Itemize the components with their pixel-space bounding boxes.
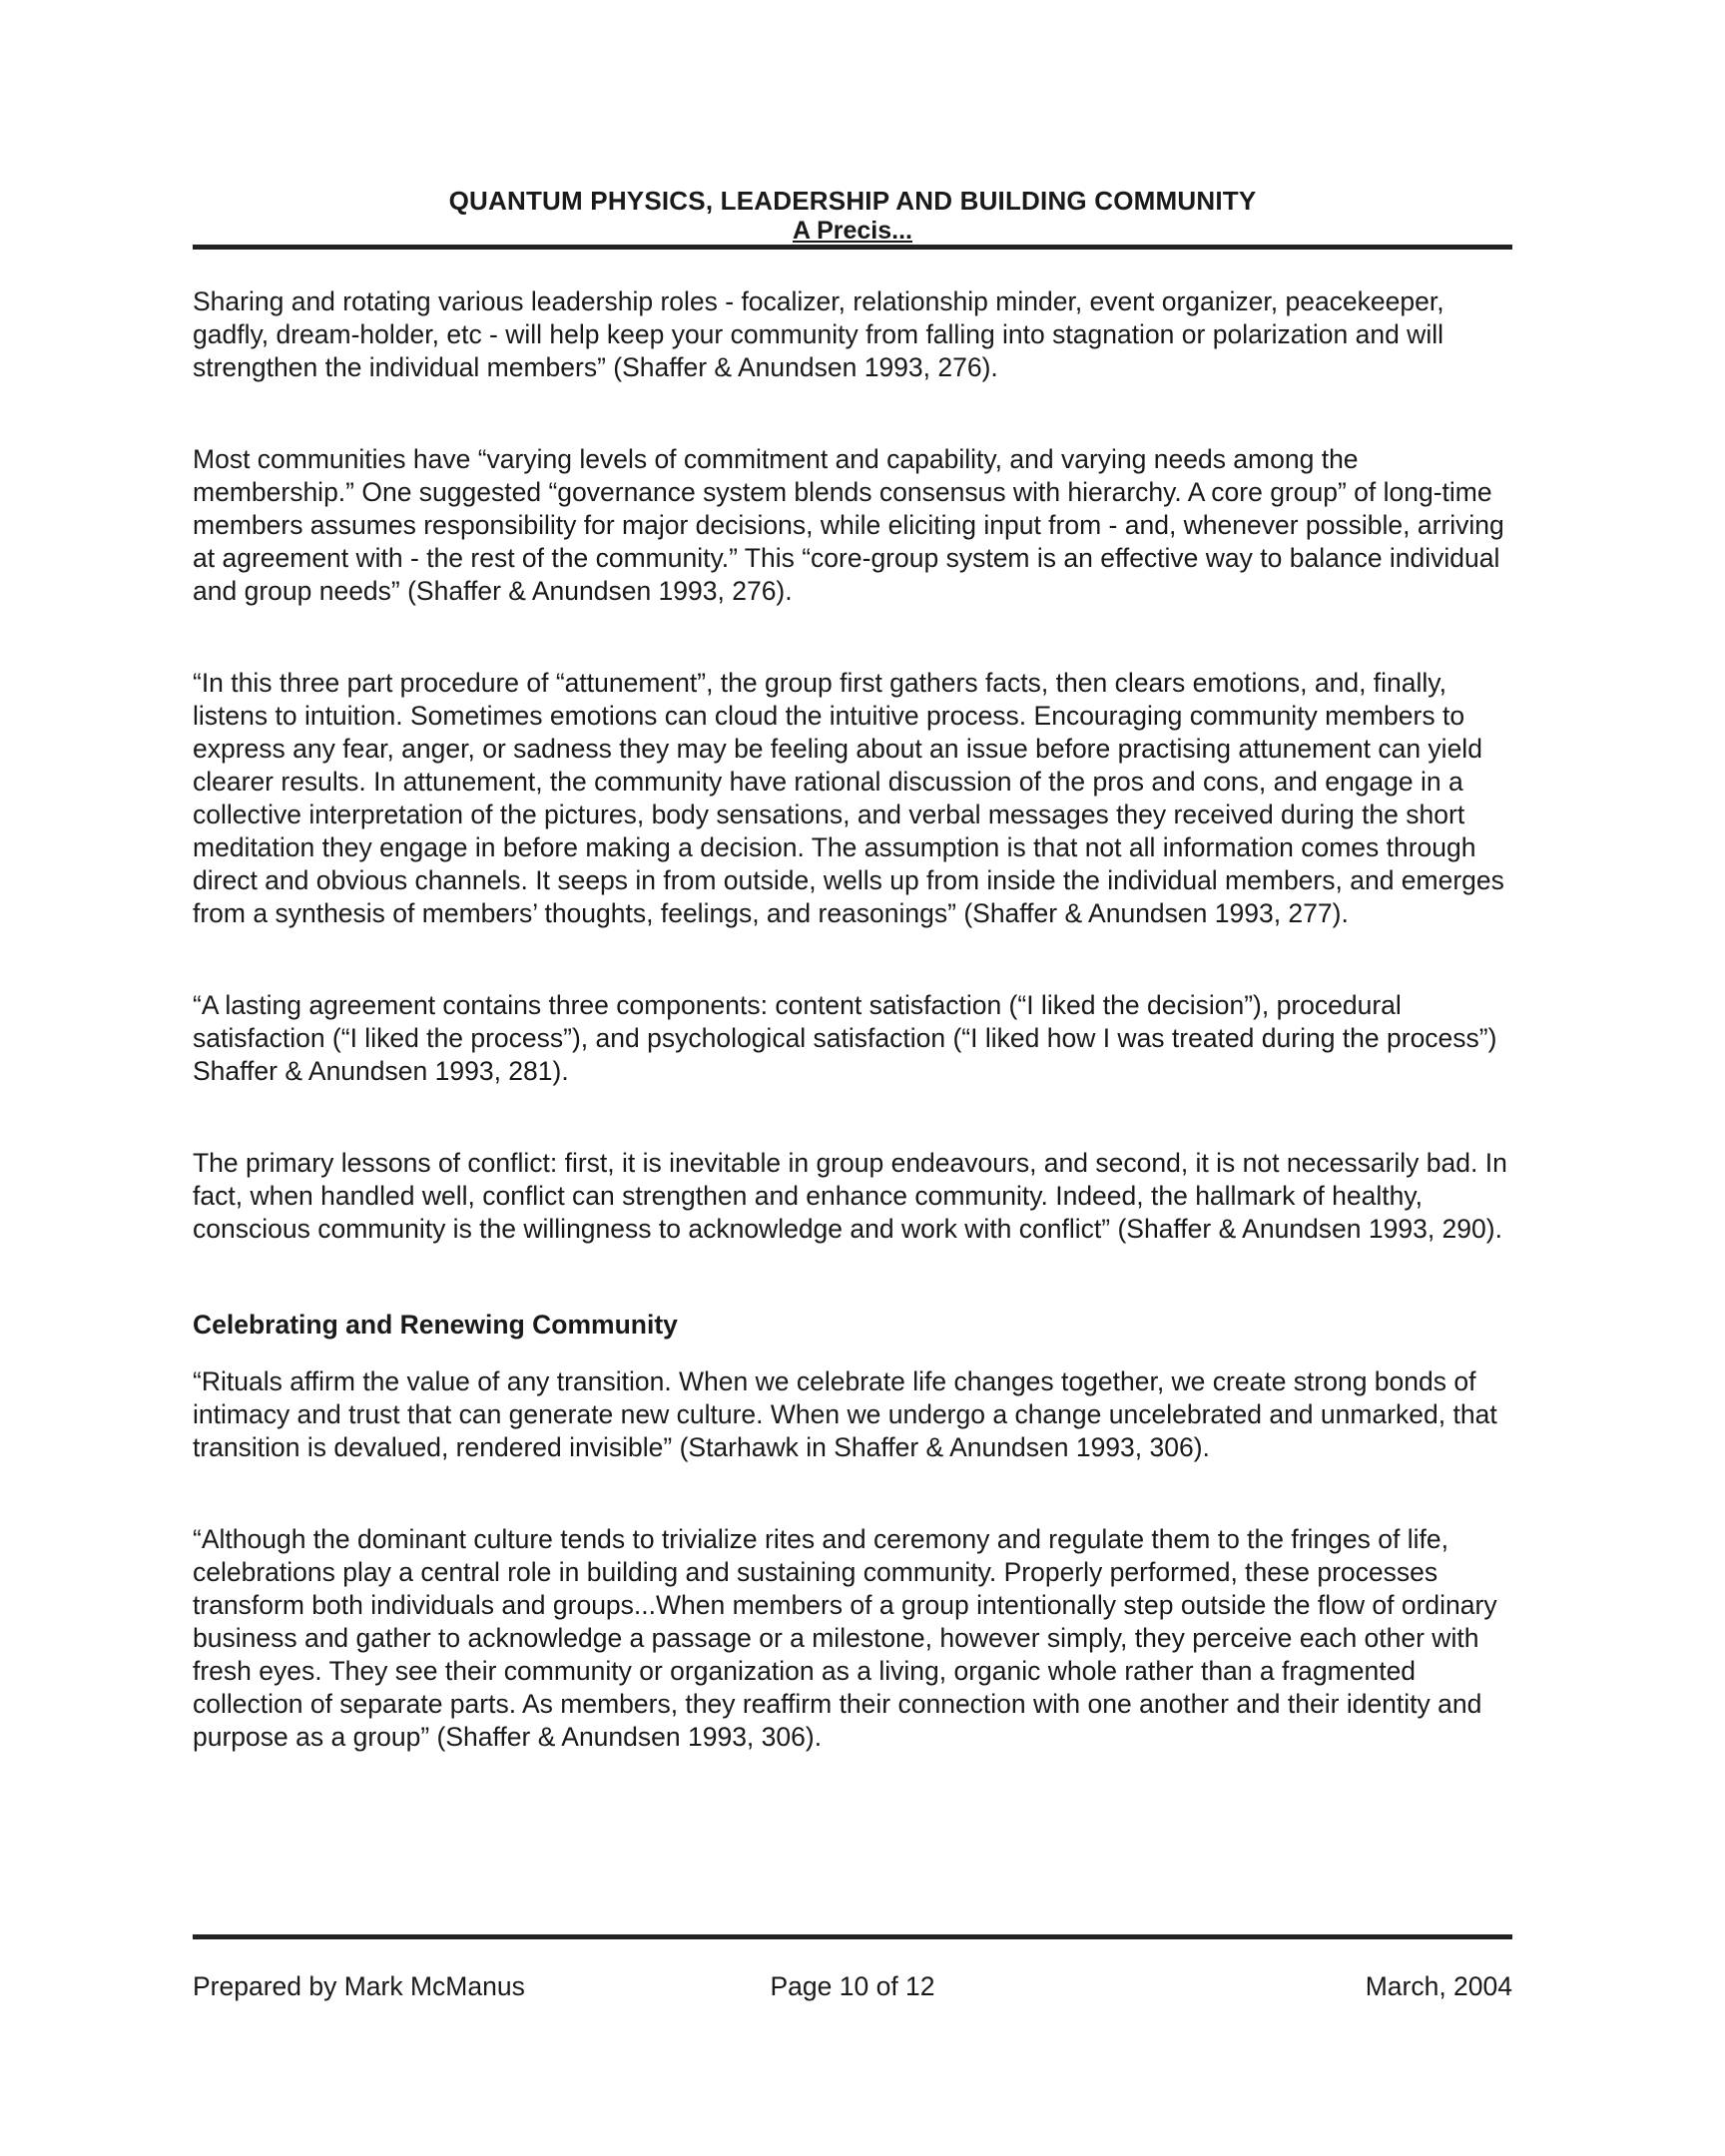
paragraph-celebrations: “Although the dominant culture tends to trivialize rites and ceremony and regulate them to the fringes of life, celebrations play a central role in building and sustaining community. Properly performed, these processes transform both individuals and groups...When members of a group intentionally step outside the flow of ordinary business and gather to acknowledge a passage or a milestone, however simply, they perceive each other with fresh eyes. They see their community or organization as a living, organic whole rather than a fragmented collection of separate parts. As members, they reaffirm their connection with one another and their identity and purpose as a group” (Shaffer & Anundsen 1993, 306).	[193, 1524, 1497, 1752]
paragraph-leadership-roles: Sharing and rotating various leadership roles - focalizer, relationship minder, event organizer, peacekeeper, gadfly, dream-holder, etc - will help keep your community from falling into stagnation or polarization and will strengthen the individual members” (Shaffer & Anundsen 1993, 276).	[193, 286, 1444, 382]
footer-page-number: Page 10 of 12	[770, 1971, 935, 2001]
page-header	[193, 185, 1512, 245]
section-heading: Celebrating and Renewing Community	[193, 1310, 678, 1340]
footer-rule	[193, 1934, 1512, 1939]
footer-date: March, 2004	[1365, 1971, 1513, 2001]
footer-author: Prepared by Mark McManus	[193, 1971, 525, 2001]
document-subtitle: A Precis...	[793, 217, 912, 245]
document-title: QUANTUM PHYSICS, LEADERSHIP AND BUILDING COMMUNITY	[448, 186, 1257, 216]
paragraph-rituals: “Rituals affirm the value of any transition. When we celebrate life changes together, we create strong bonds of intimacy and trust that can generate new culture. When we undergo a change uncelebrated and unmarked, that transition is devalued, rendered invisible” (Starhawk in Shaffer & Anundsen 1993, 306).	[193, 1366, 1497, 1462]
paragraph-conflict: The primary lessons of conflict: first, it is inevitable in group endeavours, and second, it is not necessarily bad. In fact, when handled well, conflict can strengthen and enhance community. Indeed, the hallmark of healthy, conscious community is the willingness to acknowledge and work with conflict” (Shaffer & Anundsen 1993, 290).	[193, 1148, 1507, 1244]
document-page	[193, 185, 1512, 1754]
paragraph-lasting-agreement: “A lasting agreement contains three components: content satisfaction (“I liked the decision”), procedural satisfaction (“I liked the process”), and psychological satisfaction (“I liked how I was treated during the process”) Shaffer & Anundsen 1993, 281).	[193, 990, 1497, 1086]
header-rule	[193, 245, 1512, 250]
page-footer	[193, 1970, 1512, 2002]
paragraph-governance: Most communities have “varying levels of commitment and capability, and varying needs among the membership.” One suggested “governance system blends consensus with hierarchy. A core group” of long-time members assumes responsibility for major decisions, while eliciting input from - and, whenever possible, arriving at agreement with - the rest of the community.” This “core-group system is an effective way to balance individual and group needs” (Shaffer & Anundsen 1993, 276).	[193, 444, 1504, 606]
paragraph-attunement: “In this three part procedure of “attunement”, the group first gathers facts, then clears emotions, and, finally, listens to intuition. Sometimes emotions can cloud the intuitive process. Encouraging community members to express any fear, anger, or sadness they may be feeling about an issue before practising attunement can yield clearer results. In attunement, the community have rational discussion of the pros and cons, and engage in a collective interpretation of the pictures, body sensations, and verbal messages they received during the short meditation they engage in before making a decision. The assumption is that not all information comes through direct and obvious channels. It seeps in from outside, wells up from inside the individual members, and emerges from a synthesis of members’ thoughts, feelings, and reasonings” (Shaffer & Anundsen 1993, 277).	[193, 668, 1504, 928]
